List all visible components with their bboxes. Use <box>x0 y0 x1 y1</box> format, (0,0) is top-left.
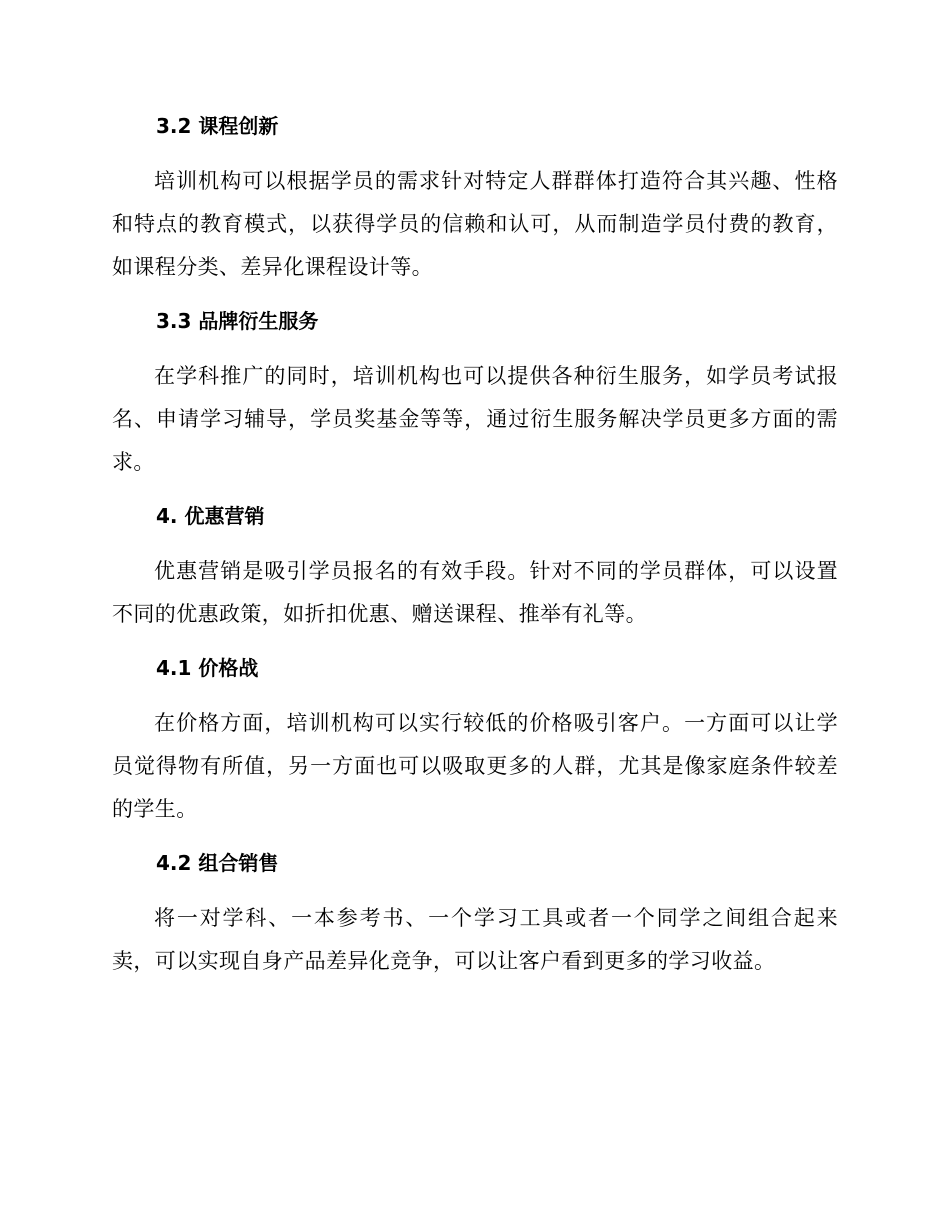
section-paragraph: 培训机构可以根据学员的需求针对特定人群群体打造符合其兴趣、性格和特点的教育模式，以获得学员的信赖和认可，从而制造学员付费的教育，如课程分类、差异化课程设计等。 <box>112 169 838 279</box>
section-brand-derivative-services <box>112 303 838 484</box>
section-paragraph: 优惠营销是吸引学员报名的有效手段。针对不同的学员群体，可以设置不同的优惠政策，如折扣优惠、赠送课程、推举有礼等。 <box>112 559 838 626</box>
section-paragraph: 在价格方面，培训机构可以实行较低的价格吸引客户。一方面可以让学员觉得物有所值，另一方面也可以吸取更多的人群，尤其是像家庭条件较差的学生。 <box>112 711 838 821</box>
section-heading: 4.1 价格战 <box>156 656 259 680</box>
section-course-innovation <box>112 108 838 289</box>
section-discount-marketing <box>112 498 838 636</box>
section-price-war <box>112 650 838 831</box>
section-paragraph: 在学科推广的同时，培训机构也可以提供各种衍生服务，如学员考试报名、申请学习辅导，学员奖基金等等，通过衍生服务解决学员更多方面的需求。 <box>112 364 838 474</box>
section-bundle-sales <box>112 845 838 983</box>
section-paragraph: 将一对学科、一本参考书、一个学习工具或者一个同学之间组合起来卖，可以实现自身产品差异化竞争，可以让客户看到更多的学习收益。 <box>112 906 838 973</box>
document-content <box>112 108 838 983</box>
section-heading: 3.3 品牌衍生服务 <box>156 309 319 333</box>
section-heading: 3.2 课程创新 <box>156 114 279 138</box>
section-heading: 4. 优惠营销 <box>156 504 265 528</box>
section-heading: 4.2 组合销售 <box>156 851 279 875</box>
